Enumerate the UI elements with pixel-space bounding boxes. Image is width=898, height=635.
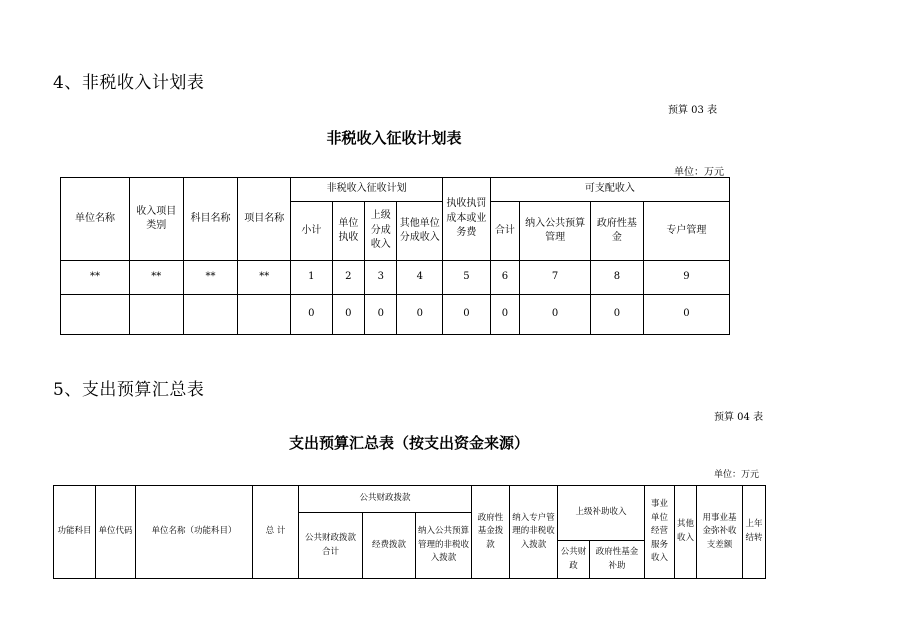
cell: 0 <box>291 295 333 335</box>
header-public-budget: 纳入公共预算管理 <box>520 202 591 261</box>
table-row <box>61 261 730 295</box>
section4-heading: 4、非税收入计划表 <box>53 73 205 93</box>
cell: 9 <box>643 261 729 295</box>
header-public-finance: 公共财政 <box>558 541 590 579</box>
cell: 3 <box>365 261 397 295</box>
section5-heading: 5、支出预算汇总表 <box>53 380 205 400</box>
header-superior-subsidy-group: 上级补助收入 <box>558 486 645 541</box>
table-row <box>61 295 730 335</box>
header-public-finance-total: 公共财政拨款合计 <box>299 513 363 579</box>
cell <box>183 295 238 335</box>
cell: 0 <box>591 295 644 335</box>
header-disposable-income: 可支配收入 <box>490 178 729 202</box>
header-public-finance-group: 公共财政拨款 <box>299 486 472 513</box>
cell: 5 <box>443 261 491 295</box>
cell: 0 <box>365 295 397 335</box>
cell: ** <box>129 261 183 295</box>
expenditure-summary-table <box>53 485 766 579</box>
header-business-income: 事业单位经营服务收入 <box>645 486 675 579</box>
header-gov-fund: 政府性基金 <box>591 202 644 261</box>
header-income-type: 收入项目类别 <box>129 178 183 261</box>
section5-table-title: 支出预算汇总表（按支出资金来源） <box>288 434 529 452</box>
cell <box>61 295 130 335</box>
cell: 0 <box>520 295 591 335</box>
header-gov-fund: 政府性基金拨款 <box>472 486 510 579</box>
cell: 0 <box>490 295 519 335</box>
cell: 2 <box>332 261 364 295</box>
section4-unit-label: 单位：万元 <box>674 167 724 178</box>
cell: 0 <box>443 295 491 335</box>
cell: 1 <box>291 261 333 295</box>
cell: 8 <box>591 261 644 295</box>
header-subject-name: 科目名称 <box>183 178 238 261</box>
header-special-account: 专户管理 <box>643 202 729 261</box>
header-func-subject: 功能科目 <box>54 486 96 579</box>
header-cost: 执收执罚成本或业务费 <box>443 178 491 261</box>
cell: 4 <box>397 261 443 295</box>
header-funding: 经费拨款 <box>363 513 416 579</box>
cell: ** <box>238 261 291 295</box>
header-collection-plan: 非税收入征收计划 <box>291 178 443 202</box>
header-other-income: 其他收入 <box>675 486 697 579</box>
cell <box>238 295 291 335</box>
cell: 0 <box>397 295 443 335</box>
header-item-name: 项目名称 <box>238 178 291 261</box>
header-unit-name: 单位名称 <box>61 178 130 261</box>
section5-table-code: 预算 04 表 <box>714 412 764 423</box>
header-gov-fund-subsidy: 政府性基金补助 <box>590 541 645 579</box>
cell: ** <box>183 261 238 295</box>
cell: ** <box>61 261 130 295</box>
header-carryover: 上年结转 <box>743 486 766 579</box>
header-unit-collect: 单位执收 <box>332 202 364 261</box>
section4-table-title: 非税收入征收计划表 <box>326 129 462 147</box>
header-other-share: 其他单位分成收入 <box>397 202 443 261</box>
section4-table-code: 预算 03 表 <box>668 105 718 116</box>
header-nontax-public: 纳入公共预算管理的非税收入拨款 <box>416 513 472 579</box>
header-unit-name: 单位名称（功能科目） <box>136 486 253 579</box>
header-total: 总 计 <box>253 486 299 579</box>
cell: 0 <box>332 295 364 335</box>
header-subtotal: 小计 <box>291 202 333 261</box>
header-total: 合计 <box>490 202 519 261</box>
cell <box>129 295 183 335</box>
cell: 0 <box>643 295 729 335</box>
cell: 7 <box>520 261 591 295</box>
header-superior-share: 上级分成收入 <box>365 202 397 261</box>
section5-unit-label: 单位：万元 <box>714 470 760 480</box>
header-unit-code: 单位代码 <box>96 486 136 579</box>
cell: 6 <box>490 261 519 295</box>
header-balance-fund: 用事业基金弥补收支差额 <box>697 486 743 579</box>
nontax-income-plan-table <box>60 177 730 335</box>
header-special-nontax: 纳入专户管理的非税收入拨款 <box>510 486 558 579</box>
